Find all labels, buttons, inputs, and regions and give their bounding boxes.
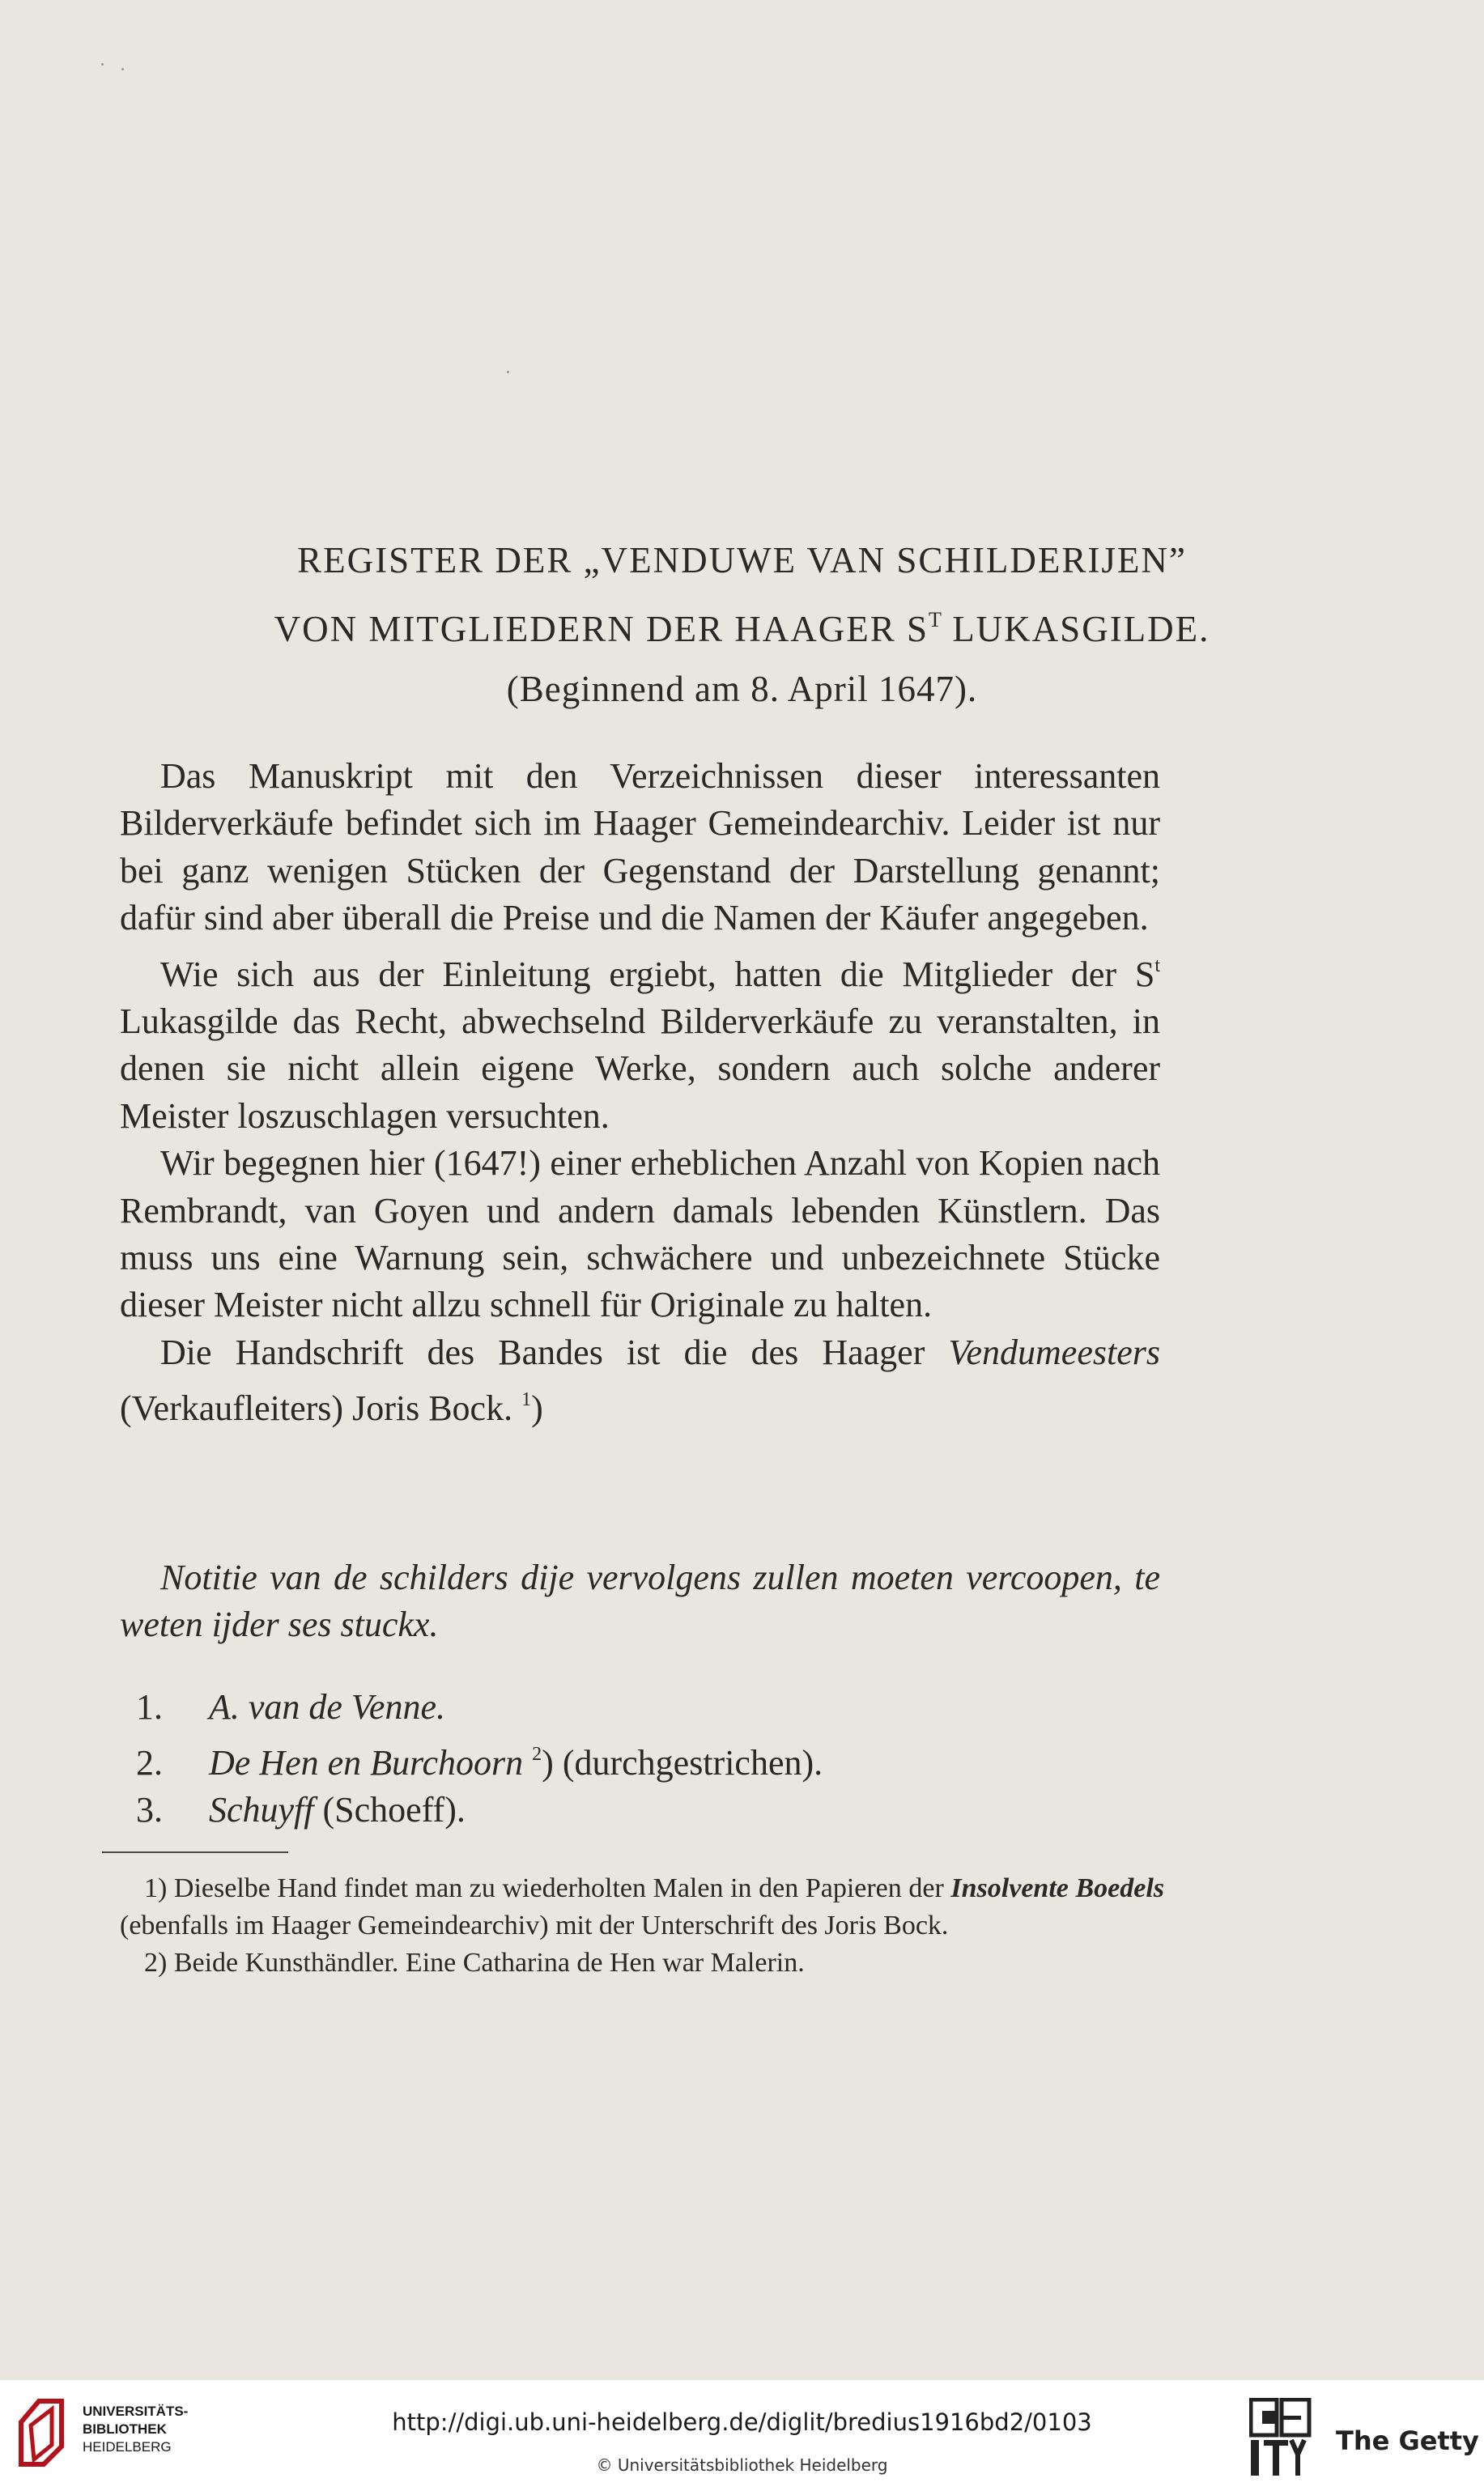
notitie-heading: Notitie van de schilders dije vervolgens zullen moeten vercoopen, te weten ijder ses stuckx. bbox=[120, 1558, 1160, 1644]
page-title bbox=[0, 530, 1484, 719]
list-item-name: De Hen en Burchoorn bbox=[209, 1743, 524, 1783]
paper-speck bbox=[507, 371, 509, 373]
list-item-number: 1. bbox=[136, 1687, 163, 1727]
paragraph-4-italic: Vendumeesters bbox=[948, 1332, 1160, 1372]
library-name-line-3: HEIDELBERG bbox=[83, 2439, 172, 2455]
list-item bbox=[136, 1684, 823, 1731]
title-superscript: T bbox=[929, 608, 942, 631]
list-item-name: Schuyff bbox=[209, 1790, 314, 1830]
painter-list bbox=[136, 1684, 823, 1834]
footnote-ref-2: 2 bbox=[532, 1744, 542, 1765]
paragraph-1: Das Manuskript mit den Verzeichnissen dieser interessanten Bilderverkäufe befindet sich im Haager Gemeindearchiv. Leider ist nur bei ganz wenigen Stücken der Gegenstand der Darstellung genannt; dafür sind aber überall die Preise und die Namen der Käufer angegeben. bbox=[120, 756, 1160, 938]
paragraph-4-text-end: (Verkaufleiters) Joris Bock. bbox=[120, 1388, 522, 1429]
paper-speck bbox=[101, 63, 104, 66]
list-item bbox=[136, 1731, 823, 1787]
title-line-2 bbox=[0, 590, 1484, 659]
footnote-divider bbox=[102, 1851, 288, 1853]
list-item-number: 2. bbox=[136, 1743, 163, 1783]
paragraph-4 bbox=[120, 1329, 1160, 1433]
list-item-note: ) (durchgestrichen). bbox=[542, 1743, 823, 1783]
title-line-2-end: LUKASGILDE. bbox=[941, 609, 1210, 649]
getty-name: The Getty bbox=[1336, 2425, 1479, 2456]
list-item-number: 3. bbox=[136, 1790, 163, 1830]
list-item-name: A. van de Venne. bbox=[209, 1687, 445, 1727]
list-item bbox=[136, 1787, 823, 1834]
body-text bbox=[120, 753, 1160, 1433]
library-name-line-1: UNIVERSITÄTS- bbox=[83, 2404, 189, 2419]
paragraph-3: Wir begegnen hier (1647!) einer erheblichen Anzahl von Kopien nach Rembrandt, van Goyen und andern damals lebenden Künstlern. Das muss uns eine Warnung sein, schwächere und unbezeichnete Stücke dieser Meister nicht allzu schnell für Originale zu halten. bbox=[120, 1143, 1160, 1325]
footnote-2: 2) Beide Kunsthändler. Eine Catharina de Hen war Malerin. bbox=[144, 1948, 805, 1978]
source-url-link[interactable]: http://digi.ub.uni-heidelberg.de/diglit/bredius1916bd2/0103 bbox=[392, 2408, 1092, 2436]
library-name-line-2: BIBLIOTHEK bbox=[83, 2421, 167, 2437]
copyright-notice: © Universitätsbibliothek Heidelberg bbox=[596, 2455, 888, 2475]
getty-logo-icon bbox=[1249, 2398, 1312, 2479]
title-line-2-text: VON MITGLIEDERN DER HAAGER S bbox=[274, 609, 929, 649]
footnote-1-text: 1) Dieselbe Hand findet man zu wiederholten Malen in den Papieren der bbox=[144, 1873, 951, 1903]
footnote-ref-close: ) bbox=[531, 1388, 543, 1429]
title-subtitle: (Beginnend am 8. April 1647). bbox=[506, 669, 978, 709]
paragraph-2 bbox=[120, 942, 1160, 1141]
paper-speck bbox=[121, 68, 124, 70]
footnote-1 bbox=[120, 1870, 1164, 1945]
list-item-note: (Schoeff). bbox=[313, 1790, 466, 1830]
paragraph-4-text: Die Handschrift des Bandes ist die des Haager bbox=[160, 1332, 949, 1372]
title-line-1: REGISTER DER „VENDUWE VAN SCHILDERIJEN” bbox=[297, 540, 1187, 580]
paragraph-2-text-end: Lukasgilde das Recht, abwechselnd Bilderverkäufe zu veranstalten, in denen sie nicht allein eigene Werke, sondern auch solche anderer Meister loszuschlagen versuchten. bbox=[120, 1001, 1160, 1136]
paragraph-2-text: Wie sich aus der Einleitung ergiebt, hatten die Mitglieder der S bbox=[160, 954, 1155, 994]
footnote-1-text-end: (ebenfalls im Haager Gemeindearchiv) mit der Unterschrift des Joris Bock. bbox=[120, 1911, 949, 1941]
paragraph-2-superscript: t bbox=[1154, 954, 1160, 976]
footnote-ref-1: 1 bbox=[521, 1389, 532, 1411]
footnote-1-italic: Insolvente Boedels bbox=[950, 1873, 1164, 1903]
footnotes bbox=[120, 1870, 1164, 1982]
